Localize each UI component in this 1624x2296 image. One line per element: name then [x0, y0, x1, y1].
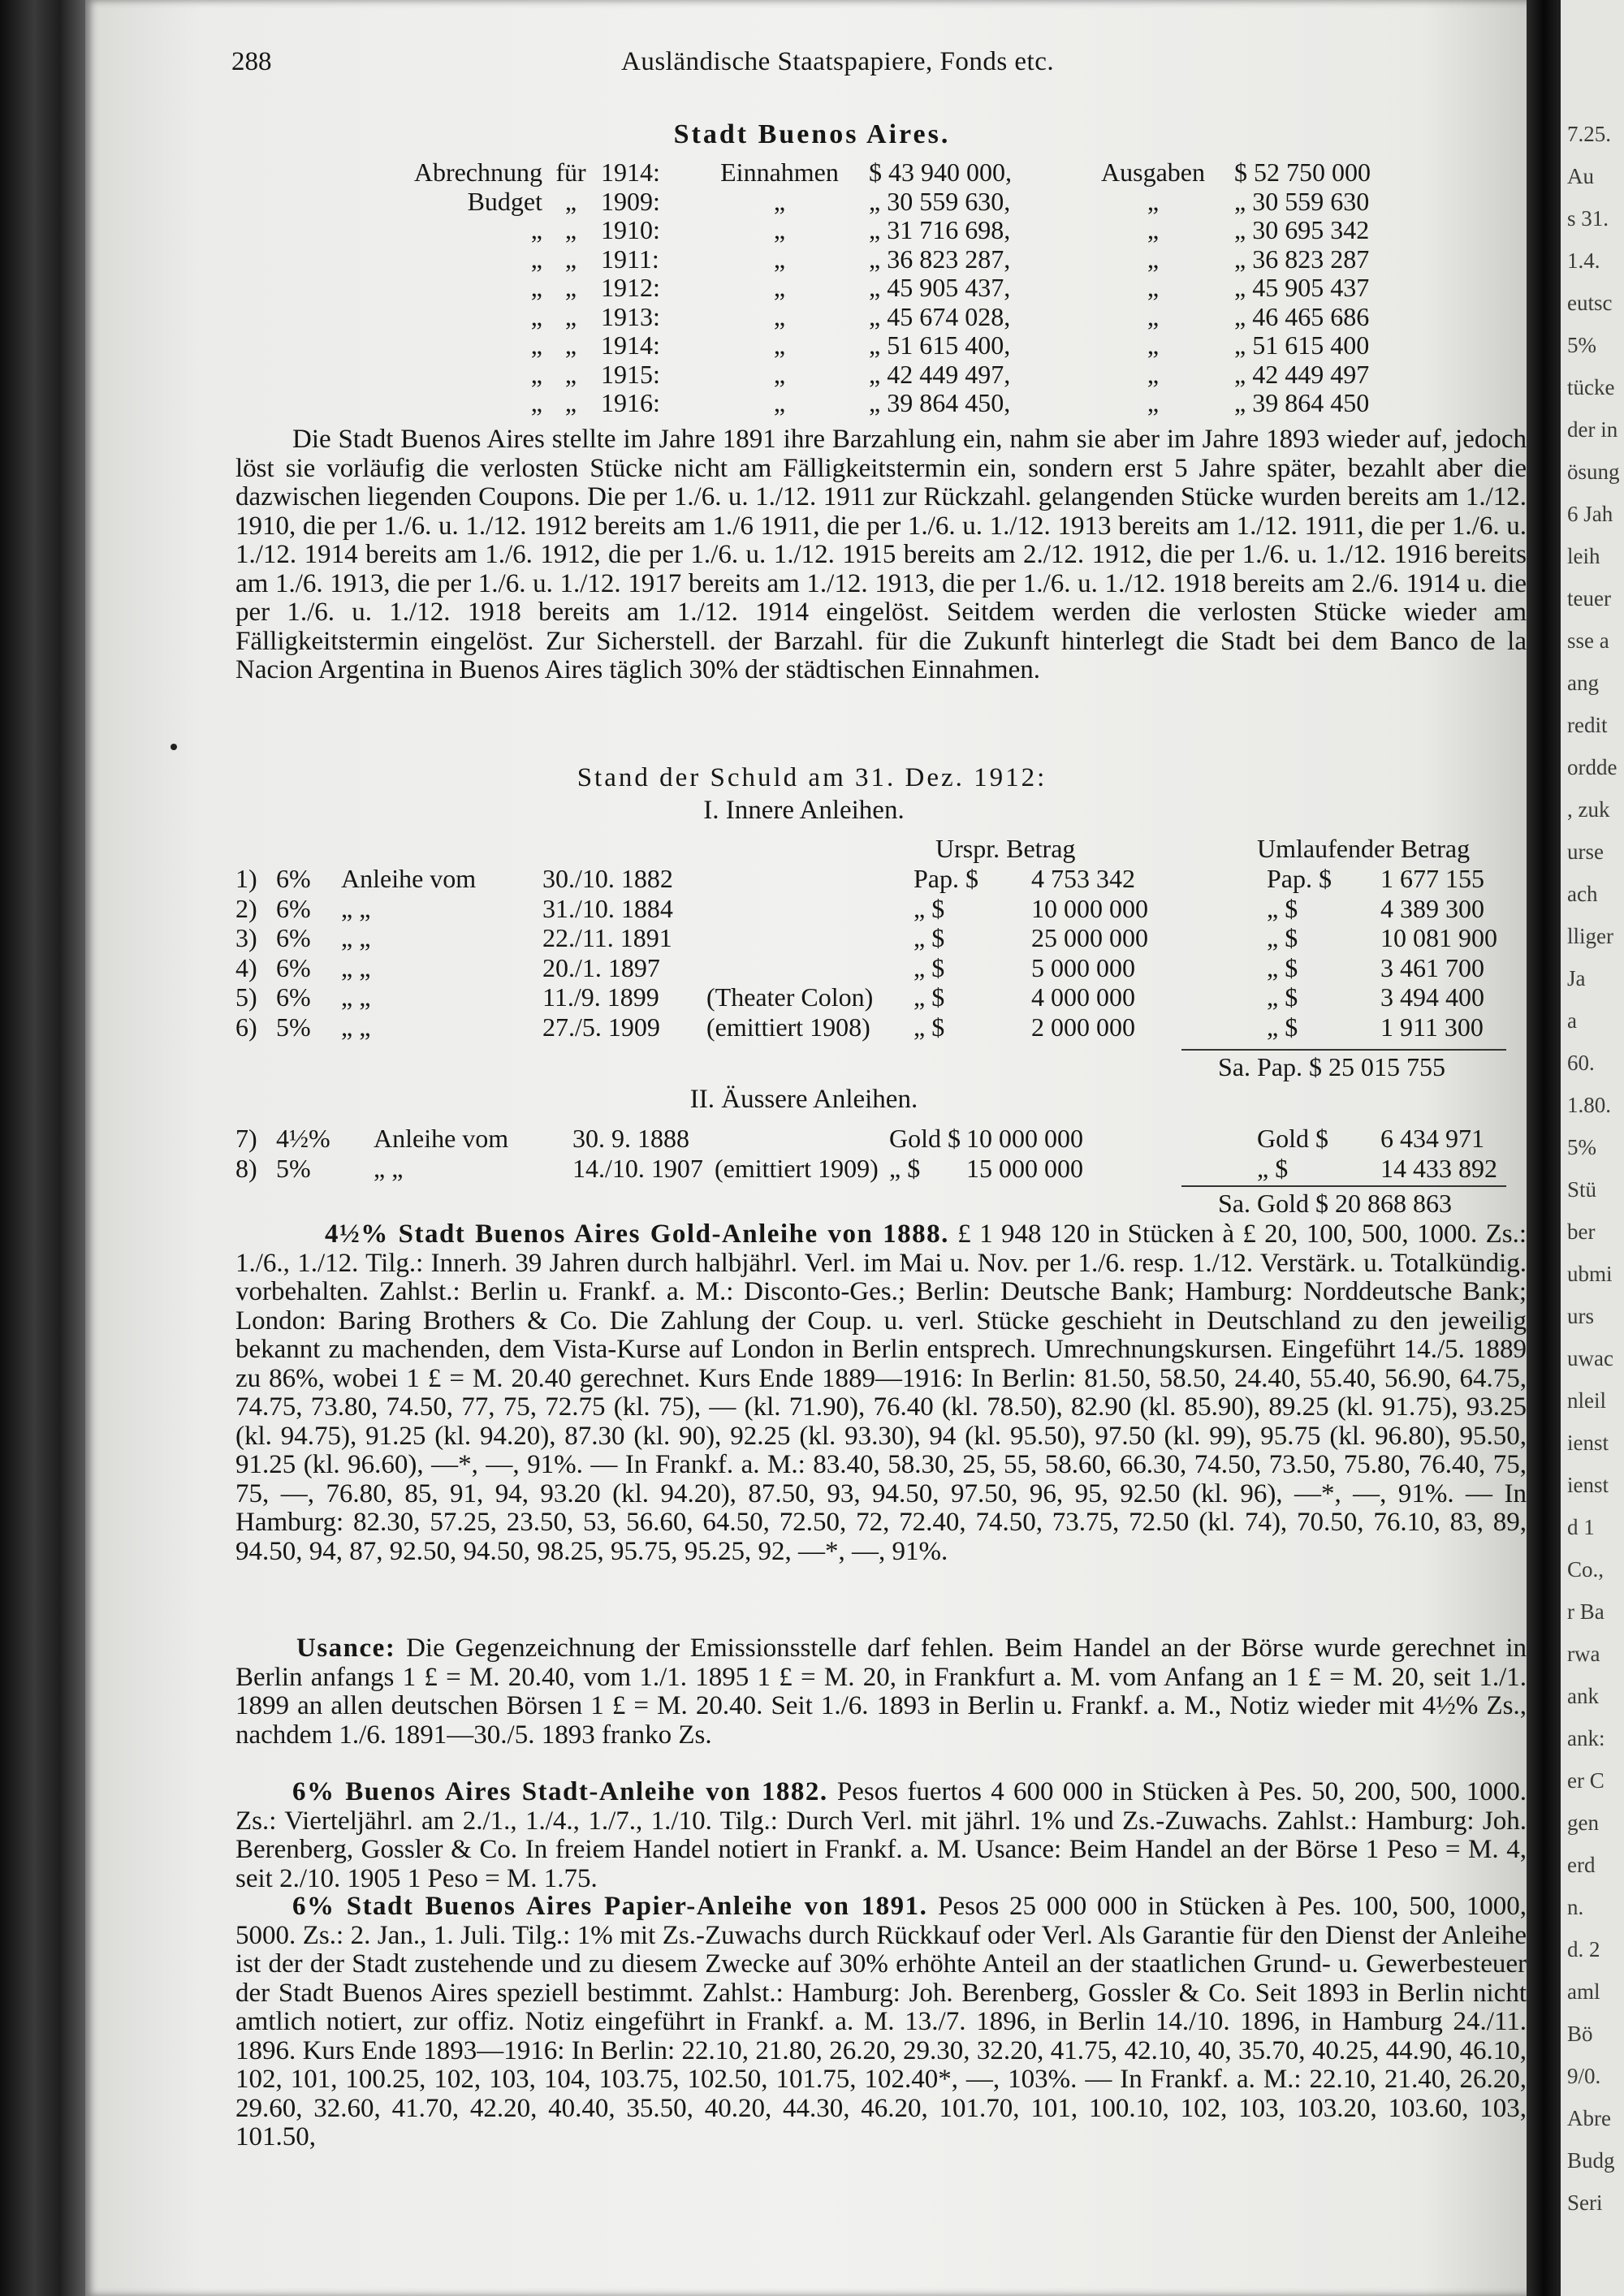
adjacent-text-fragment: Ja — [1567, 966, 1586, 990]
adjacent-text-fragment: tücke — [1567, 375, 1615, 399]
table-row — [0, 1154, 1624, 1183]
cell-cur1: „ $ — [889, 1153, 921, 1183]
cell-desc: „ „ — [341, 982, 371, 1012]
adjacent-text-fragment: d. 2 — [1567, 1937, 1600, 1962]
budget-label: „ — [530, 301, 542, 331]
budget-einnahmen-label: „ — [773, 215, 786, 244]
budget-label: „ — [530, 244, 542, 274]
cell-orig: 5 000 000 — [1031, 952, 1135, 982]
cell-out: 3 494 400 — [1380, 982, 1484, 1012]
outer-loans-heading: II. Äussere Anleihen. — [689, 1085, 918, 1114]
table-row — [0, 982, 1624, 1012]
sum-rule-outer — [1181, 1185, 1506, 1187]
budget-fuer: „ — [564, 186, 577, 216]
cell-out: 3 461 700 — [1380, 952, 1484, 982]
budget-fuer: „ — [564, 301, 577, 331]
cell-rate: 6% — [276, 864, 311, 893]
budget-year: 1913: — [601, 301, 660, 331]
budget-year: 1914: — [601, 158, 660, 187]
inner-loans-heading: I. Innere Anleihen. — [703, 796, 905, 825]
budget-ausgaben-column — [1234, 158, 1445, 418]
adjacent-text-fragment: teuer — [1567, 586, 1611, 611]
budget-ausgaben-value: „ 45 905 437 — [1234, 273, 1370, 302]
budget-einnahmen-label: „ — [773, 388, 786, 417]
adjacent-text-fragment: Co., — [1567, 1557, 1605, 1582]
cell-rate: 6% — [276, 952, 311, 982]
cell-num: 7) — [235, 1124, 257, 1153]
cell-out: 14 433 892 — [1380, 1153, 1497, 1183]
cell-date: 30. 9. 1888 — [572, 1124, 689, 1153]
table-row — [0, 923, 1624, 952]
cell-orig: 2 000 000 — [1031, 1012, 1135, 1042]
budget-ausgaben-value: „ 30 695 342 — [1234, 215, 1370, 244]
cell-num: 5) — [235, 982, 257, 1012]
cell-date: 20./1. 1897 — [542, 952, 660, 982]
table-row — [0, 1124, 1624, 1153]
adjacent-text-fragment: ösung — [1567, 460, 1620, 484]
budget-ausgaben-label-column — [1088, 158, 1218, 418]
cell-date: 27./5. 1909 — [542, 1012, 660, 1042]
loan-1888-entry — [235, 1220, 1527, 1566]
cell-num: 3) — [235, 923, 257, 952]
cell-orig: 10 000 000 — [966, 1124, 1083, 1153]
cell-out: 4 389 300 — [1380, 893, 1484, 923]
cell-cur2: „ $ — [1267, 923, 1298, 952]
section-title: Stadt Buenos Aires. — [673, 119, 951, 149]
budget-ausgaben-label: „ — [1147, 244, 1160, 274]
cell-cur1: „ $ — [914, 1012, 945, 1042]
adjacent-text-fragment: ordde — [1567, 755, 1618, 779]
loan-1888-title: 4½% Stadt Buenos Aires Gold-Anleihe von 1888. — [325, 1219, 949, 1249]
inner-total: Sa. Pap. $ 25 015 755 — [1218, 1052, 1445, 1081]
table-row — [0, 1012, 1624, 1042]
budget-ausgaben-label: „ — [1147, 359, 1160, 389]
adjacent-text-fragment: erd — [1567, 1853, 1596, 1877]
outer-total: Sa. Gold $ 20 868 863 — [1218, 1189, 1452, 1218]
cell-rate: 6% — [276, 893, 311, 923]
cell-cur2: „ $ — [1267, 893, 1298, 923]
budget-fuer: für — [555, 158, 586, 187]
cell-cur1: Pap. $ — [914, 864, 978, 893]
usance-label: Usance: — [296, 1634, 396, 1663]
cell-out: 1 677 155 — [1380, 864, 1484, 893]
budget-einnahmen-value: „ 45 905 437, — [869, 273, 1011, 302]
budget-label: „ — [530, 388, 542, 417]
loan-1882-entry — [235, 1778, 1527, 1893]
adjacent-text-fragment: 1.80. — [1567, 1093, 1611, 1117]
budget-einnahmen-value: „ 45 674 028, — [869, 301, 1011, 331]
cell-cur2: Gold $ — [1257, 1124, 1328, 1153]
budget-einnahmen-label: „ — [773, 301, 786, 331]
budget-einnahmen-label: „ — [773, 273, 786, 302]
cell-date: 11./9. 1899 — [542, 982, 659, 1012]
cell-desc: „ „ — [341, 923, 371, 952]
cell-num: 6) — [235, 1012, 257, 1042]
budget-label: „ — [530, 215, 542, 244]
adjacent-text-fragment: n. — [1567, 1895, 1584, 1919]
adjacent-text-fragment: 5% — [1567, 1135, 1596, 1159]
budget-einnahmen-value: „ 51 615 400, — [869, 330, 1011, 360]
budget-ausgaben-label: „ — [1147, 186, 1160, 216]
cell-rate: 5% — [276, 1012, 311, 1042]
cell-date: 30./10. 1882 — [542, 864, 673, 893]
cell-desc: „ „ — [341, 952, 371, 982]
page-header — [231, 47, 1514, 80]
loan-1888-usance — [235, 1634, 1527, 1750]
budget-label: Budget — [467, 186, 542, 216]
adjacent-text-fragment: 60. — [1567, 1051, 1595, 1075]
cell-date: 14./10. 1907 — [572, 1153, 703, 1183]
table-row — [0, 864, 1624, 893]
cell-out: 1 911 300 — [1380, 1012, 1484, 1042]
adjacent-text-fragment: a — [1567, 1008, 1577, 1033]
budget-ausgaben-value: „ 42 449 497 — [1234, 359, 1370, 389]
adjacent-text-fragment: sse a — [1567, 628, 1609, 653]
debt-column-headers — [0, 834, 1624, 863]
budget-year-column — [601, 158, 682, 418]
table-row — [0, 953, 1624, 982]
debt-heading: Stand der Schuld am 31. Dez. 1912: — [577, 763, 1047, 792]
adjacent-text-fragment: ank — [1567, 1684, 1599, 1708]
cell-desc: „ „ — [374, 1153, 404, 1183]
budget-einnahmen-label: „ — [773, 330, 786, 360]
budget-einnahmen-value: „ 39 864 450, — [869, 388, 1011, 417]
budget-label: „ — [530, 359, 542, 389]
cell-orig: 15 000 000 — [966, 1153, 1083, 1183]
budget-einnahmen-value: „ 42 449 497, — [869, 359, 1011, 389]
cell-cur2: „ $ — [1267, 1012, 1298, 1042]
adjacent-text-fragment: ienst — [1567, 1473, 1609, 1497]
budget-ausgaben-value: „ 30 559 630 — [1234, 186, 1370, 216]
budget-label: Abrechnung — [413, 158, 542, 187]
budget-fuer: „ — [564, 244, 577, 274]
intro-paragraph — [235, 425, 1527, 685]
cell-cur1: „ $ — [914, 923, 945, 952]
cell-orig: 25 000 000 — [1031, 923, 1148, 952]
budget-ausgaben-value: „ 46 465 686 — [1234, 301, 1370, 331]
cell-orig: 10 000 000 — [1031, 893, 1148, 923]
budget-einnahmen-value: $ 43 940 000, — [869, 158, 1012, 187]
cell-desc: Anleihe vom — [341, 864, 477, 893]
adjacent-text-fragment: aml — [1567, 1979, 1600, 2004]
budget-fuer: „ — [564, 388, 577, 417]
cell-note: (Theater Colon) — [706, 982, 874, 1012]
adjacent-text-fragment: er C — [1567, 1768, 1605, 1793]
budget-year: 1912: — [601, 273, 660, 302]
table-row — [0, 894, 1624, 923]
cell-rate: 5% — [276, 1153, 311, 1183]
adjacent-text-fragment: leih — [1567, 544, 1600, 568]
budget-label-column — [372, 158, 542, 418]
adjacent-text-fragment: rwa — [1567, 1642, 1600, 1666]
budget-label: „ — [530, 330, 542, 360]
cell-cur1: Gold $ — [889, 1124, 961, 1153]
budget-fuer: „ — [564, 215, 577, 244]
col-header-original: Urspr. Betrag — [935, 834, 1076, 863]
col-header-outstanding: Umlaufender Betrag — [1257, 834, 1471, 863]
adjacent-text-fragment: nleil — [1567, 1388, 1606, 1413]
adjacent-text-fragment: , zuk — [1567, 797, 1610, 822]
cell-num: 2) — [235, 893, 257, 923]
budget-year: 1909: — [601, 186, 660, 216]
adjacent-text-fragment: redit — [1567, 713, 1608, 737]
adjacent-text-fragment: ubmi — [1567, 1262, 1613, 1286]
cell-num: 4) — [235, 952, 257, 982]
budget-ausgaben-value: „ 51 615 400 — [1234, 330, 1370, 360]
budget-einnahmen-label: Einnahmen — [720, 158, 839, 187]
cell-desc: „ „ — [341, 1012, 371, 1042]
adjacent-text-fragment: eutsc — [1567, 291, 1613, 315]
loan-1882-title: 6% Buenos Aires Stadt-Anleihe von 1882. — [292, 1777, 828, 1806]
running-head: Ausländische Staatspapiere, Fonds etc. — [621, 47, 1055, 76]
adjacent-text-fragment: ang — [1567, 671, 1599, 695]
cell-note: (emittiert 1908) — [706, 1012, 870, 1042]
cell-cur2: „ $ — [1257, 1153, 1289, 1183]
budget-fuer: „ — [564, 359, 577, 389]
adjacent-text-fragment: 6 Jah — [1567, 502, 1613, 526]
cell-cur1: „ $ — [914, 982, 945, 1012]
budget-ausgaben-value: „ 39 864 450 — [1234, 388, 1370, 417]
usance-text: Die Gegenzeichnung der Emissionsstelle darf fehlen. Beim Handel an der Börse wurde gerechnet in Berlin anfangs 1 £ = M. 20.40, vom 1./1. 1895 1 £ = M. 20, in Frankfurt a. M. vom Anfang an 1 £ = M. 20, seit 1./1. 1899 an allen deutschen Börsen 1 £ = M. 20.40. Seit 1./6. 1893 in Berlin u. Frankf. a. M., Notiz wieder mit 4½% Zs., nachdem 1./6. 1891—30./5. 1893 franko Zs. — [235, 1634, 1527, 1750]
adjacent-text-fragment: lliger — [1567, 924, 1613, 948]
adjacent-text-fragment: Abre — [1567, 2106, 1611, 2130]
budget-einnahmen-label: „ — [773, 359, 786, 389]
loan-1882-text: Pesos fuertos 4 600 000 in Stücken à Pes. 50, 200, 500, 1000. Zs.: Vierteljährl. am 2./1., 1./4., 1./7., 1./10. Tilg.: Durch Verl. mit jährl. 1% und Zs.-Zuwachs. Zahlst.: Hamburg: Joh. Berenberg, Gossler & Co. In freiem Handel notiert in Frankf. a. M. Usance: Beim Handel an der Börse 1 Peso = M. 4, seit 2./10. 1905 1 Peso = M. 1.75. — [235, 1777, 1527, 1893]
adjacent-text-fragment: s 31. — [1567, 206, 1609, 231]
outer-total-row — [0, 1189, 1624, 1218]
cell-orig: 4 753 342 — [1031, 864, 1135, 893]
cell-orig: 4 000 000 — [1031, 982, 1135, 1012]
budget-einnahmen-value: „ 30 559 630, — [869, 186, 1011, 216]
cell-date: 22./11. 1891 — [542, 923, 672, 952]
cell-rate: 4½% — [276, 1124, 330, 1153]
cell-cur2: „ $ — [1267, 982, 1298, 1012]
budget-ausgaben-label: „ — [1147, 388, 1160, 417]
budget-ausgaben-label: „ — [1147, 330, 1160, 360]
cell-date: 31./10. 1884 — [542, 893, 673, 923]
adjacent-text-fragment: Seri — [1567, 2190, 1603, 2215]
cell-out: 6 434 971 — [1380, 1124, 1484, 1153]
sum-rule-inner — [1181, 1049, 1506, 1051]
adjacent-text-fragment: 5% — [1567, 333, 1596, 357]
cell-num: 8) — [235, 1153, 257, 1183]
budget-ausgaben-value: $ 52 750 000 — [1234, 158, 1371, 187]
adjacent-text-fragment: ach — [1567, 882, 1598, 906]
budget-einnahmen-label-column — [706, 158, 853, 418]
cell-desc: „ „ — [341, 893, 371, 923]
budget-einnahmen-column — [869, 158, 1096, 418]
budget-einnahmen-label: „ — [773, 186, 786, 216]
adjacent-text-fragment: ienst — [1567, 1431, 1609, 1455]
adjacent-text-fragment: Budg — [1567, 2148, 1615, 2173]
cell-num: 1) — [235, 864, 257, 893]
adjacent-text-fragment: ank: — [1567, 1726, 1605, 1750]
cell-note: (emittiert 1909) — [715, 1153, 879, 1183]
budget-year: 1910: — [601, 215, 660, 244]
intro-text: Die Stadt Buenos Aires stellte im Jahre 1891 ihre Barzahlung ein, nahm sie aber im Jahre 1893 wieder auf, jedoch löst sie vorläufig die verlosten Stücke nicht am Fälligkeitstermin ein, sondern erst 5 Jahre später, bezahlt aber die dazwischen liegenden Coupons. Die per 1./6. u. 1./12. 1911 zur Rückzahl. gelangenden Stücke wurden bereits am 1./12. 1910, die per 1./6. u. 1./12. 1912 bereits am 1./6 1911, die per 1./6. u. 1./12. 1913 bereits am 1./12. 1911, die per 1./6. u. 1./12. 1914 bereits am 1./6. 1912, die per 1./6. u. 1./12. 1915 bereits am 2./12. 1912, die per 1./6. u. 1./12. 1916 bereits am 1./6. 1913, die per 1./6. u. 1./12. 1917 bereits am 1./12. 1913, die per 1./6. u. 1./12. 1918 bereits am 2./6. 1914 u. die per 1./6. u. 1./12. 1918 bereits am 1./12. 1914 eingelöst. Seitdem werden die verlosten Stücke wieder am Fälligkeitstermin eingelöst. Zur Sicherstell. der Barzahl. für die Zukunft hinterlegt die Stadt bei dem Banco de la Nacion Argentina in Buenos Aires täglich 30% der städtischen Einnahmen. — [235, 425, 1527, 684]
loan-1891-text: Pesos 25 000 000 in Stücken à Pes. 100, 500, 1000, 5000. Zs.: 2. Jan., 1. Juli. Tilg.: 1% mit Zs.-Zuwachs durch Rückkauf oder Verl. Als Garantie für den Dienst der Anleihe ist der der Stadt zustehende und zu diesem Zwecke auf 30% erhöhte Anteil an der staatlichen Grund- u. Gewerbesteuer der Stadt Buenos Aires speziell bestimmt. Zahlst.: Hamburg: Joh. Berenberg, Gossler & Co. Seit 1893 in Berlin nicht amtlich notiert, zur offiz. Notiz eingeführt in Frankf. a. M. 13./7. 1896, in Berlin 14./10. 1896, in Hamburg 24./11. 1896. Kurs Ende 1893—1916: In Berlin: 22.10, 21.80, 26.20, 29.30, 32.20, 41.75, 42.10, 40, 35.70, 40.25, 44.90, 46.10, 102, 101, 100.25, 102, 103, 104, 103.75, 102.50, 101.75, 102.40*, —, 103%. — In Frankf. a. M.: 22.10, 21.40, 26.20, 29.60, 32.60, 41.70, 42.20, 40.40, 35.50, 40.20, 44.30, 46.20, 101.70, 101, 100.10, 102, 103, 103.20, 103.60, 103, 101.50, — [235, 1892, 1527, 2151]
adjacent-text-fragment: urs — [1567, 1304, 1594, 1328]
loan-1888-text: £ 1 948 120 in Stücken à £ 20, 100, 500, 1000. Zs.: 1./6., 1./12. Tilg.: Innerh. 39 Jahren durch halbjährl. Verl. im Mai u. Nov. per 1./6. resp. 1./12. Verstärk. u. Totalkündig. vorbehalten. Zahlst.: Berlin u. Frankf. a. M.: Disconto-Ges.; Berlin: Deutsche Bank; Hamburg: Norddeutsche Bank; London: Baring Brothers & Co. Die Zahlung der Coup. u. verl. Stücke geschieht in Deutschland zu den jeweilig bekannt zu machenden, dem Vista-Kurse auf London in Berlin entsprech. Umrechnungskursen. Eingeführt 14./5. 1889 zu 86%, wobei 1 £ = M. 20.40 gerechnet. Kurs Ende 1889—1916: In Berlin: 81.50, 58.50, 24.40, 55.40, 56.90, 64.75, 74.75, 73.80, 74.50, 77, 75, 72.75 (kl. 75), — (kl. 71.90), 76.40 (kl. 78.50), 82.90 (kl. 85.90), 89.25 (kl. 91.75), 93.25 (kl. 94.75), 91.25 (kl. 94.20), 87.30 (kl. 90), 92.25 (kl. 93.30), 94 (kl. 95.50), 97.50 (kl. 99), 95.75 (kl. 96.80), 95.50, 91.25 (kl. 96.60), —*, —, 91%. — In Frankf. a. M.: 83.40, 58.30, 25, 55, 58.60, 66.30, 74.50, 73.50, 75.80, 76.40, 75, 75, —, 76.80, 85, 91, 94, 93.20 (kl. 94.20), 87.50, 93, 94.50, 97.50, 96, 95, 92.50 (kl. 96), —*, —, 91%. — In Hamburg: 82.30, 57.25, 23.50, 53, 56.60, 64.50, 72.50, 72, 72.40, 74.50, 73.75, 72.50 (kl. 74), 70.50, 76.10, 83, 89, 94.50, 94, 87, 92.50, 94.50, 98.25, 95.75, 95.25, 92, —*, —, 91%. — [235, 1219, 1527, 1566]
budget-label: „ — [530, 273, 542, 302]
adjacent-text-fragment: 1.4. — [1567, 248, 1600, 273]
budget-year: 1914: — [601, 330, 660, 360]
budget-einnahmen-value: „ 31 716 698, — [869, 215, 1011, 244]
adjacent-text-fragment: der in — [1567, 417, 1618, 442]
budget-ausgaben-label: Ausgaben — [1101, 158, 1205, 187]
adjacent-text-fragment: 7.25. — [1567, 122, 1611, 146]
loan-1891-title: 6% Stadt Buenos Aires Papier-Anleihe von 1891. — [292, 1892, 928, 1921]
budget-year: 1915: — [601, 359, 660, 389]
adjacent-text-fragment: gen — [1567, 1810, 1599, 1835]
loan-1891-entry — [235, 1892, 1527, 2152]
adjacent-text-fragment: urse — [1567, 839, 1604, 864]
cell-rate: 6% — [276, 923, 311, 952]
cell-out: 10 081 900 — [1380, 923, 1497, 952]
adjacent-text-fragment: 9/0. — [1567, 2064, 1601, 2088]
adjacent-text-fragment: uwac — [1567, 1346, 1613, 1370]
cell-cur1: „ $ — [914, 893, 945, 923]
inner-total-row — [0, 1052, 1624, 1081]
budget-year: 1911: — [601, 244, 659, 274]
cell-rate: 6% — [276, 982, 311, 1012]
budget-year: 1916: — [601, 388, 660, 417]
budget-fuer-column — [551, 158, 591, 418]
cell-desc: Anleihe vom — [374, 1124, 509, 1153]
budget-ausgaben-label: „ — [1147, 273, 1160, 302]
budget-fuer: „ — [564, 330, 577, 360]
budget-fuer: „ — [564, 273, 577, 302]
adjacent-text-fragment: ber — [1567, 1219, 1596, 1244]
budget-ausgaben-label: „ — [1147, 215, 1160, 244]
adjacent-text-fragment: r Ba — [1567, 1599, 1605, 1624]
budget-ausgaben-value: „ 36 823 287 — [1234, 244, 1370, 274]
margin-dot — [171, 744, 177, 750]
budget-ausgaben-label: „ — [1147, 301, 1160, 331]
adjacent-text-fragment: d 1 — [1567, 1515, 1595, 1539]
page-number: 288 — [231, 47, 272, 76]
budget-einnahmen-value: „ 36 823 287, — [869, 244, 1011, 274]
cell-cur2: Pap. $ — [1267, 864, 1332, 893]
adjacent-text-fragment: Au — [1567, 164, 1594, 188]
cell-cur1: „ $ — [914, 952, 945, 982]
cell-cur2: „ $ — [1267, 952, 1298, 982]
adjacent-text-fragment: Bö — [1567, 2022, 1593, 2046]
adjacent-text-fragment: Stü — [1567, 1177, 1597, 1202]
budget-einnahmen-label: „ — [773, 244, 786, 274]
